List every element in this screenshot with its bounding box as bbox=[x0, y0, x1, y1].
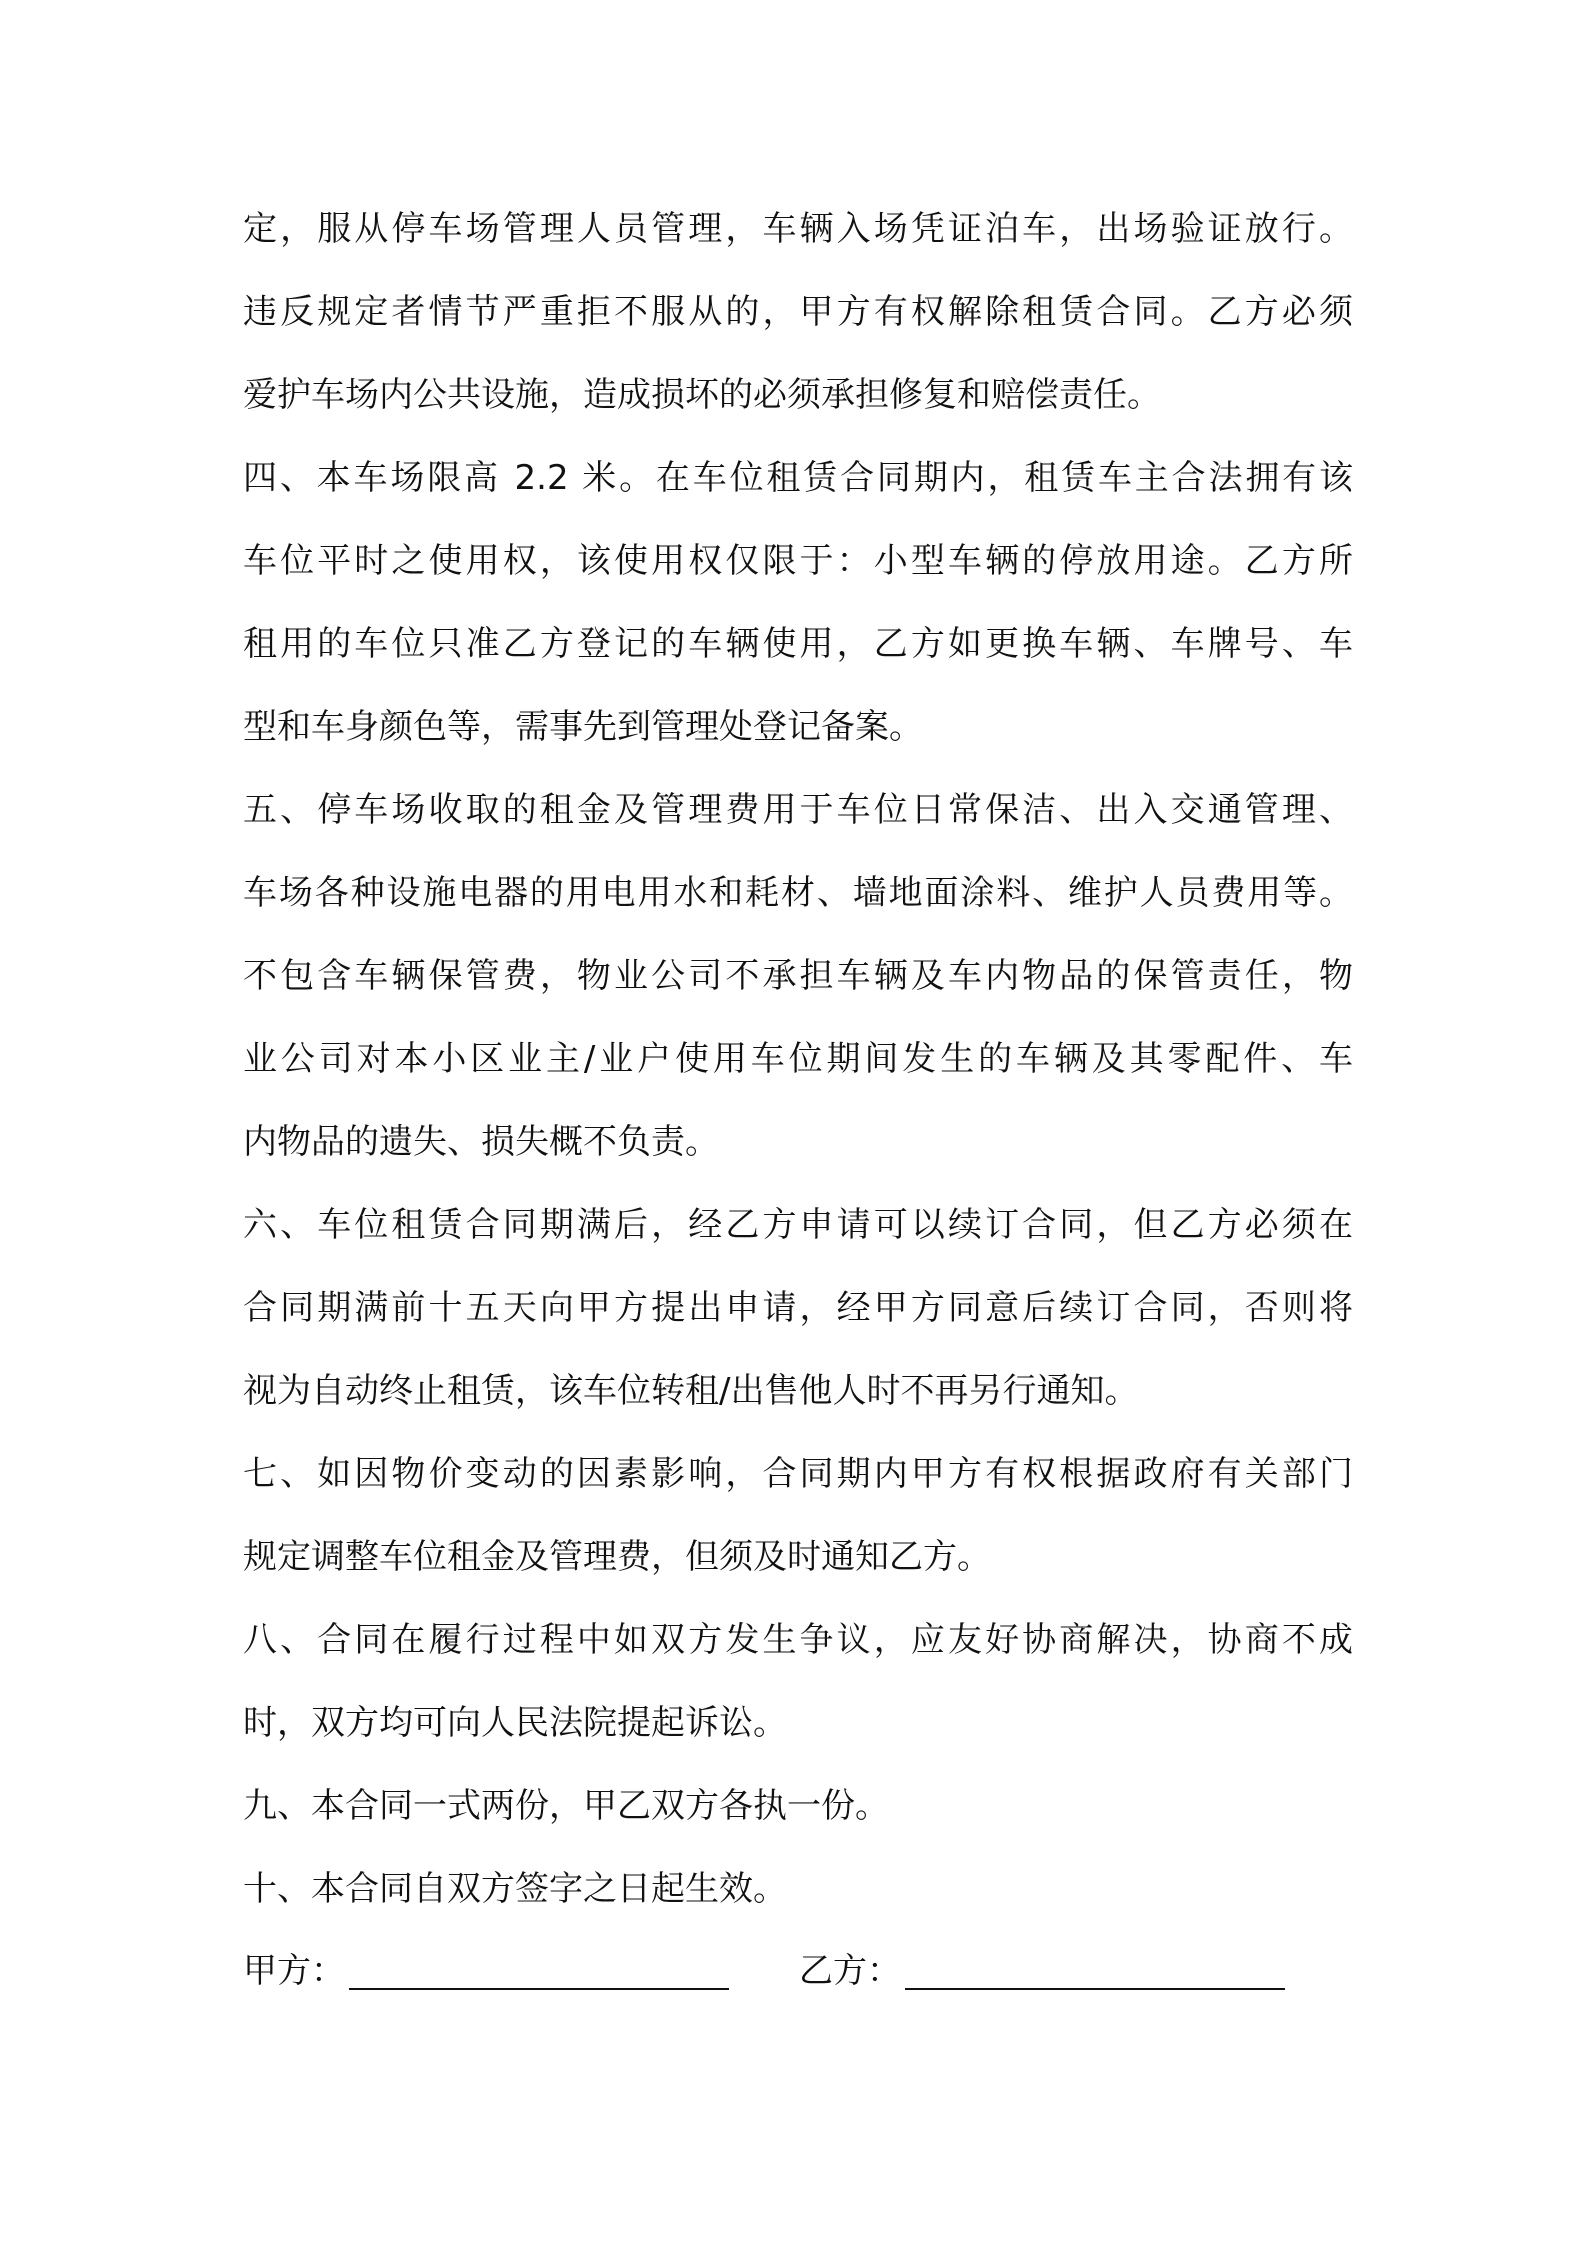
contract-body bbox=[243, 188, 1353, 2001]
text-line: 车位平时之使用权，该使用权仅限于：小型车辆的停放用途。乙方所 bbox=[243, 541, 1353, 581]
party-a-signature bbox=[243, 1941, 729, 2001]
text-line: 合同期满前十五天向甲方提出申请，经甲方同意后续订合同，否则将 bbox=[243, 1288, 1353, 1328]
clause-7-line: 七、如因物价变动的因素影响，合同期内甲方有权根据政府有关部门 bbox=[243, 1454, 1353, 1494]
party-b-signature-line bbox=[905, 1952, 1285, 1990]
party-b-label: 乙方： bbox=[799, 1951, 901, 1991]
party-b-signature bbox=[799, 1941, 1285, 2001]
text-line: 租用的车位只准乙方登记的车辆使用，乙方如更换车辆、车牌号、车 bbox=[243, 624, 1353, 664]
party-a-label: 甲方： bbox=[243, 1951, 345, 1991]
text-line: 业公司对本小区业主/业户使用车位期间发生的车辆及其零配件、车 bbox=[243, 1039, 1353, 1079]
text-line: 时，双方均可向人民法院提起诉讼。 bbox=[243, 1703, 787, 1743]
text-line: 规定调整车位租金及管理费，但须及时通知乙方。 bbox=[243, 1537, 991, 1577]
text-line: 不包含车辆保管费，物业公司不承担车辆及车内物品的保管责任，物 bbox=[243, 956, 1353, 996]
clause-6-line: 六、车位租赁合同期满后，经乙方申请可以续订合同，但乙方必须在 bbox=[243, 1205, 1353, 1245]
text-line: 定，服从停车场管理人员管理，车辆入场凭证泊车，出场验证放行。 bbox=[243, 209, 1353, 249]
text-line: 型和车身颜色等，需事先到管理处登记备案。 bbox=[243, 707, 923, 747]
clause-8-line: 八、合同在履行过程中如双方发生争议，应友好协商解决，协商不成 bbox=[243, 1620, 1353, 1660]
text-line: 车场各种设施电器的用电用水和耗材、墙地面涂料、维护人员费用等。 bbox=[243, 873, 1353, 913]
text-line: 违反规定者情节严重拒不服从的，甲方有权解除租赁合同。乙方必须 bbox=[243, 292, 1353, 332]
party-a-signature-line bbox=[349, 1952, 729, 1990]
text-line: 视为自动终止租赁，该车位转租/出售他人时不再另行通知。 bbox=[243, 1371, 1139, 1411]
signature-row bbox=[243, 1941, 1353, 2001]
clause-10-line: 十、本合同自双方签字之日起生效。 bbox=[243, 1869, 787, 1909]
clause-5-line: 五、停车场收取的租金及管理费用于车位日常保洁、出入交通管理、 bbox=[243, 790, 1353, 830]
text-line: 爱护车场内公共设施，造成损坏的必须承担修复和赔偿责任。 bbox=[243, 375, 1161, 415]
clause-9-line: 九、本合同一式两份，甲乙双方各执一份。 bbox=[243, 1786, 889, 1826]
clause-4-line: 四、本车场限高 2.2 米。在车位租赁合同期内，租赁车主合法拥有该 bbox=[243, 458, 1353, 498]
text-line: 内物品的遗失、损失概不负责。 bbox=[243, 1122, 719, 1162]
